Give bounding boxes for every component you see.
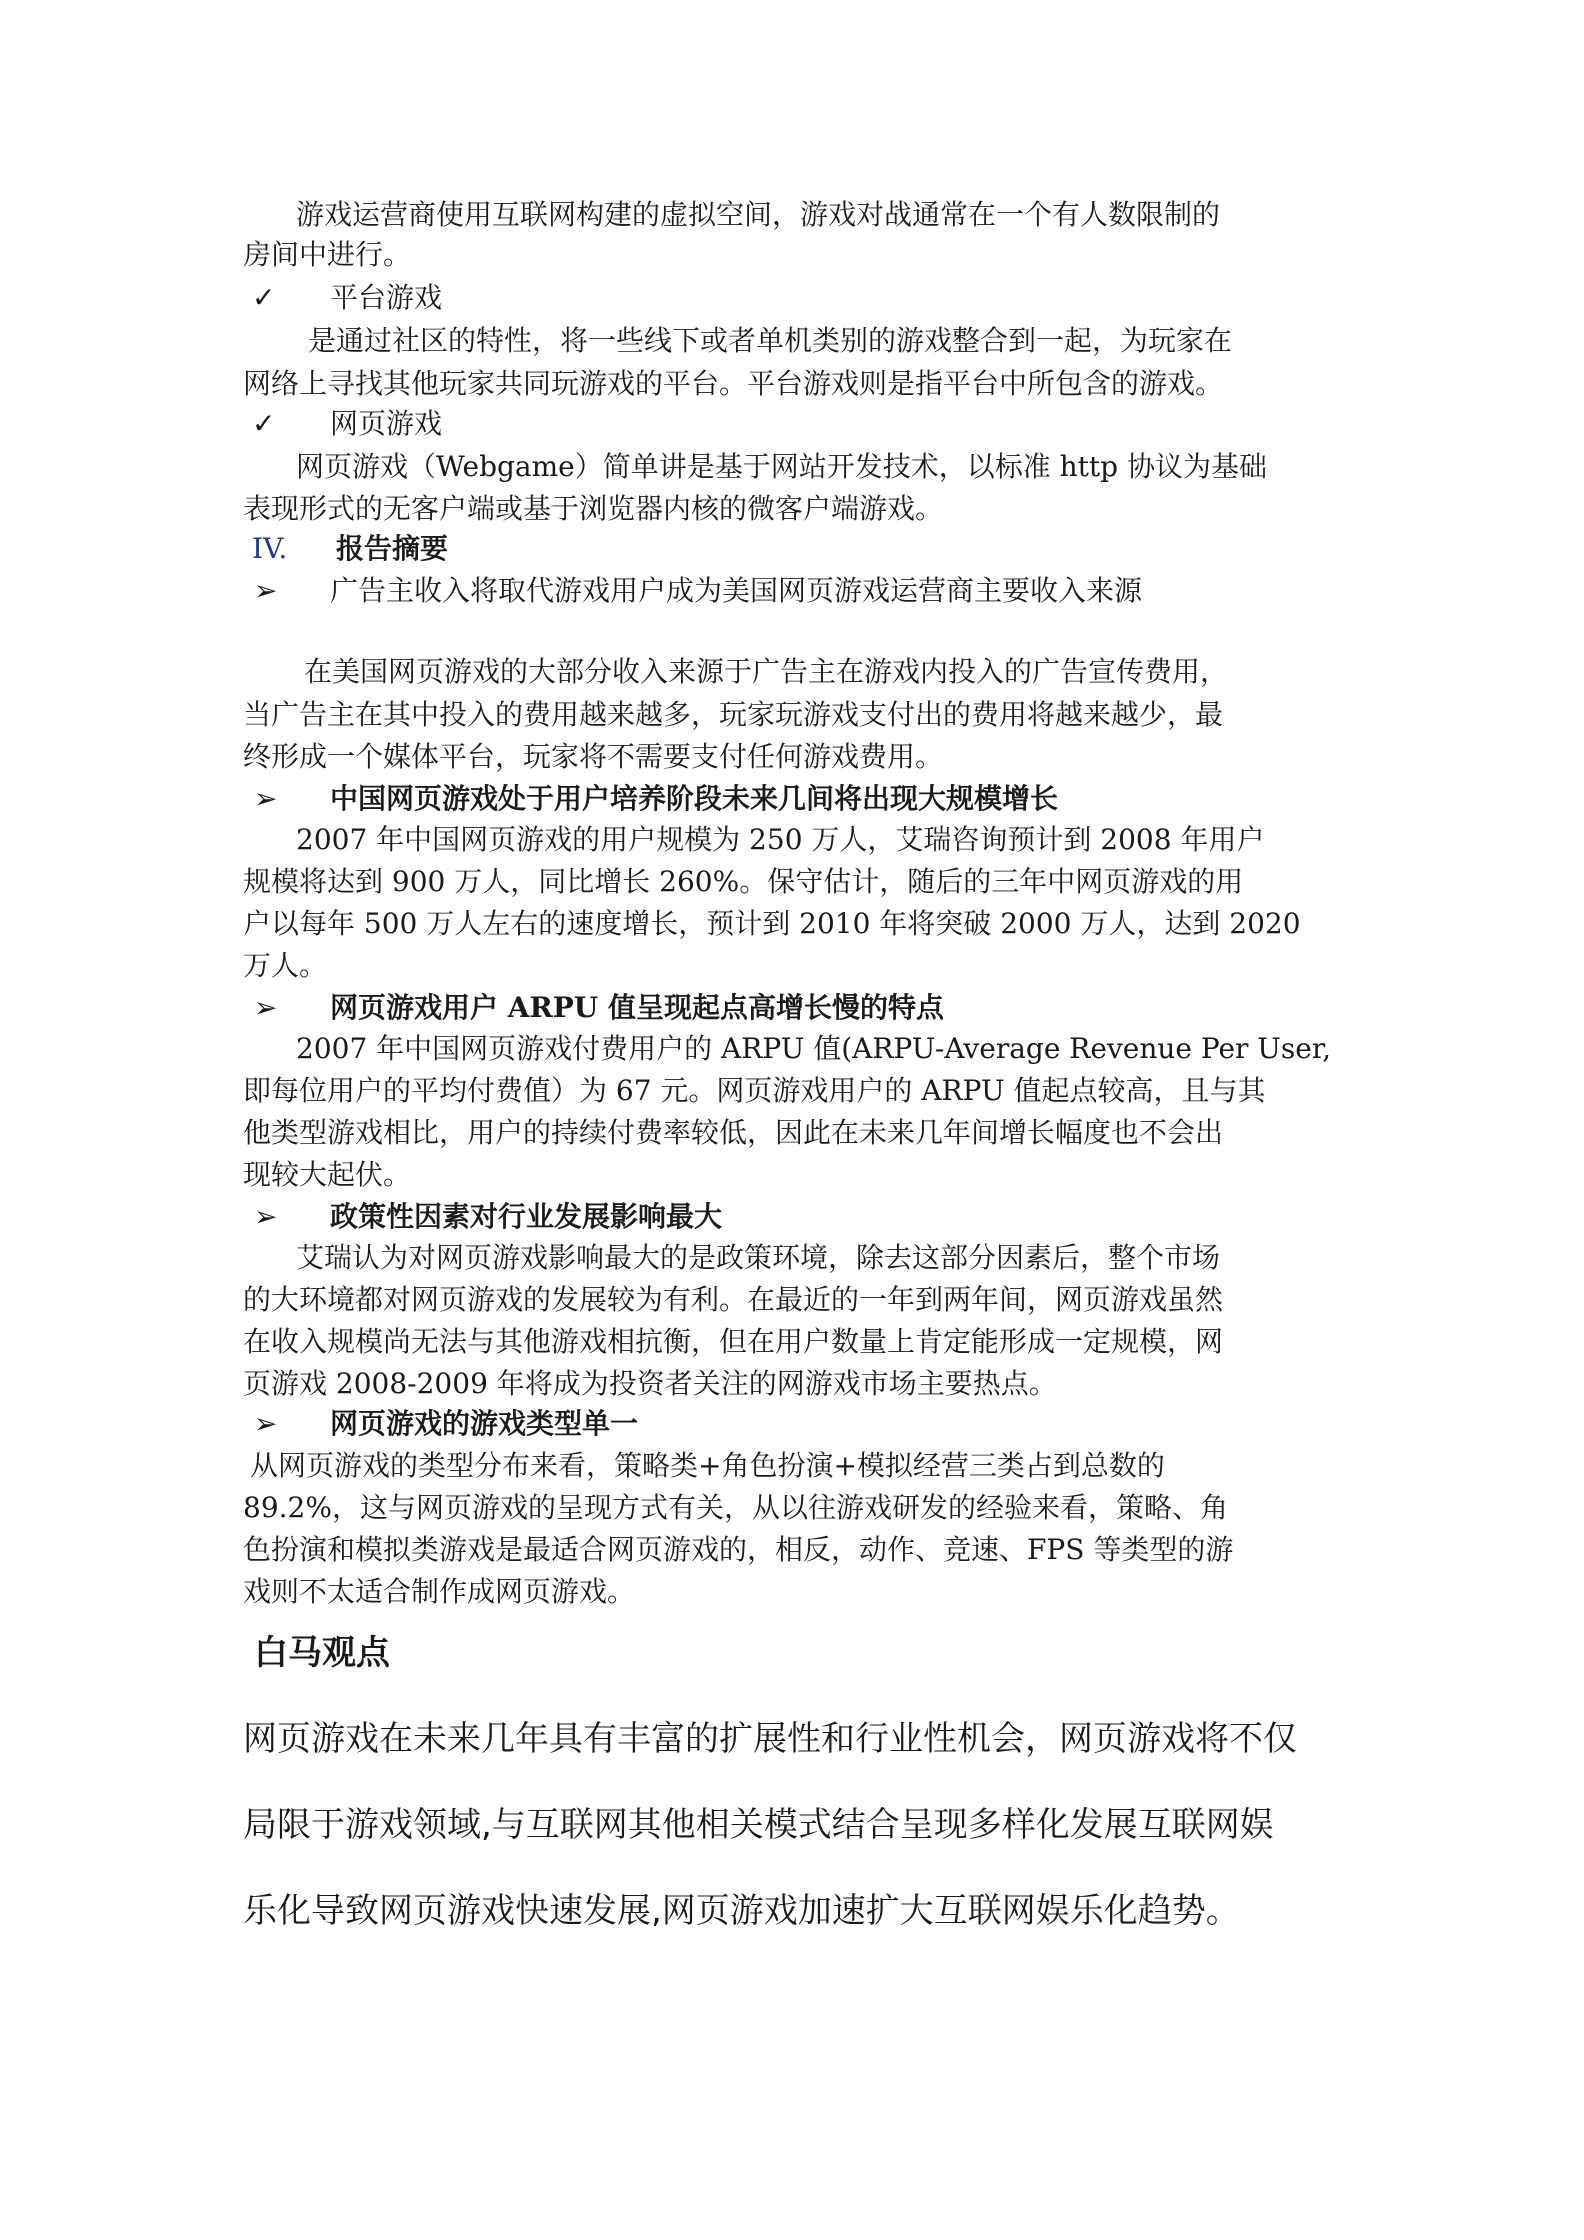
arrow-bullet-icon: ➢ <box>254 1200 278 1233</box>
point-2-line-2: 规模将达到 900 万人，同比增长 260%。保守估计，随后的三年中网页游戏的用 <box>243 865 1244 898</box>
point-4-line-2: 的大环境都对网页游戏的发展较为有利。在最近的一年到两年间，网页游戏虽然 <box>243 1283 1224 1316</box>
point-1-line-1: 在美国网页游戏的大部分收入来源于广告主在游戏内投入的广告宣传费用， <box>304 655 1229 688</box>
point-1-title: 广告主收入将取代游戏用户成为美国网页游戏运营商主要收入来源 <box>330 574 1143 607</box>
viewpoint-title: 白马观点 <box>254 1633 390 1673</box>
point-3-line-1: 2007 年中国网页游戏付费用户的 ARPU 值(ARPU-Average Revenue Per User, <box>296 1032 1332 1065</box>
arrow-bullet-icon: ➢ <box>254 782 278 815</box>
point-2-line-4: 万人。 <box>243 949 328 982</box>
point-5-line-3: 色扮演和模拟类游戏是最适合网页游戏的，相反，动作、竞速、FPS 等类型的游 <box>243 1533 1234 1566</box>
webgame-title: 网页游戏 <box>330 407 443 440</box>
point-2-line-3: 户以每年 500 万人左右的速度增长，预计到 2010 年将突破 2000 万人，达到 2020 <box>243 907 1301 940</box>
point-4-line-3: 在收入规模尚无法与其他游戏相抗衡，但在用户数量上肯定能形成一定规模，网 <box>243 1325 1224 1358</box>
point-2-title: 中国网页游戏处于用户培养阶段未来几间将出现大规模增长 <box>330 782 1059 815</box>
point-3-line-4: 现较大起伏。 <box>243 1158 412 1191</box>
platform-line-2: 网络上寻找其他玩家共同玩游戏的平台。平台游戏则是指平台中所包含的游戏。 <box>243 367 1224 400</box>
point-1-line-3: 终形成一个媒体平台，玩家将不需要支付任何游戏费用。 <box>243 740 944 773</box>
platform-title: 平台游戏 <box>330 281 443 314</box>
intro-line-2: 房间中进行。 <box>243 238 412 271</box>
intro-line-1: 游戏运营商使用互联网构建的虚拟空间，游戏对战通常在一个有人数限制的 <box>296 198 1221 231</box>
point-4-title: 政策性因素对行业发展影响最大 <box>330 1200 723 1233</box>
viewpoint-line-2: 局限于游戏领域,与互联网其他相关模式结合呈现多样化发展互联网娱 <box>243 1805 1274 1845</box>
arrow-bullet-icon: ➢ <box>254 991 278 1024</box>
check-icon: ✓ <box>252 281 276 314</box>
point-5-line-4: 戏则不太适合制作成网页游戏。 <box>243 1575 636 1608</box>
point-3-title: 网页游戏用户 ARPU 值呈现起点高增长慢的特点 <box>330 991 944 1024</box>
viewpoint-line-3: 乐化导致网页游戏快速发展,网页游戏加速扩大互联网娱乐化趋势。 <box>243 1891 1240 1931</box>
point-5-line-1: 从网页游戏的类型分布来看，策略类+角色扮演+模拟经营三类占到总数的 <box>250 1449 1165 1482</box>
arrow-bullet-icon: ➢ <box>254 1407 278 1440</box>
point-4-line-1: 艾瑞认为对网页游戏影响最大的是政策环境，除去这部分因素后，整个市场 <box>296 1241 1221 1274</box>
point-1-line-2: 当广告主在其中投入的费用越来越多，玩家玩游戏支付出的费用将越来越少，最 <box>243 698 1224 731</box>
point-3-line-3: 他类型游戏相比，用户的持续付费率较低，因此在未来几年间增长幅度也不会出 <box>243 1116 1224 1149</box>
viewpoint-line-1: 网页游戏在未来几年具有丰富的扩展性和行业性机会，网页游戏将不仅 <box>243 1719 1297 1759</box>
arrow-bullet-icon: ➢ <box>254 574 278 607</box>
point-3-line-2: 即每位用户的平均付费值）为 67 元。网页游戏用户的 ARPU 值起点较高，且与其 <box>243 1074 1266 1107</box>
section-title: 报告摘要 <box>336 532 449 565</box>
webgame-line-2: 表现形式的无客户端或基于浏览器内核的微客户端游戏。 <box>243 492 944 525</box>
platform-line-1: 是通过社区的特性，将一些线下或者单机类别的游戏整合到一起，为玩家在 <box>308 324 1233 357</box>
point-2-line-1: 2007 年中国网页游戏的用户规模为 250 万人，艾瑞咨询预计到 2008 年用户 <box>296 823 1265 856</box>
point-5-title: 网页游戏的游戏类型单一 <box>330 1407 639 1440</box>
point-5-line-2: 89.2%，这与网页游戏的呈现方式有关，从以往游戏研发的经验来看，策略、角 <box>243 1491 1228 1524</box>
section-numeral: IV. <box>252 532 288 565</box>
check-icon: ✓ <box>252 407 276 440</box>
webgame-line-1: 网页游戏（Webgame）简单讲是基于网站开发技术，以标准 http 协议为基础 <box>296 450 1267 483</box>
point-4-line-4: 页游戏 2008-2009 年将成为投资者关注的网游戏市场主要热点。 <box>243 1367 1057 1400</box>
